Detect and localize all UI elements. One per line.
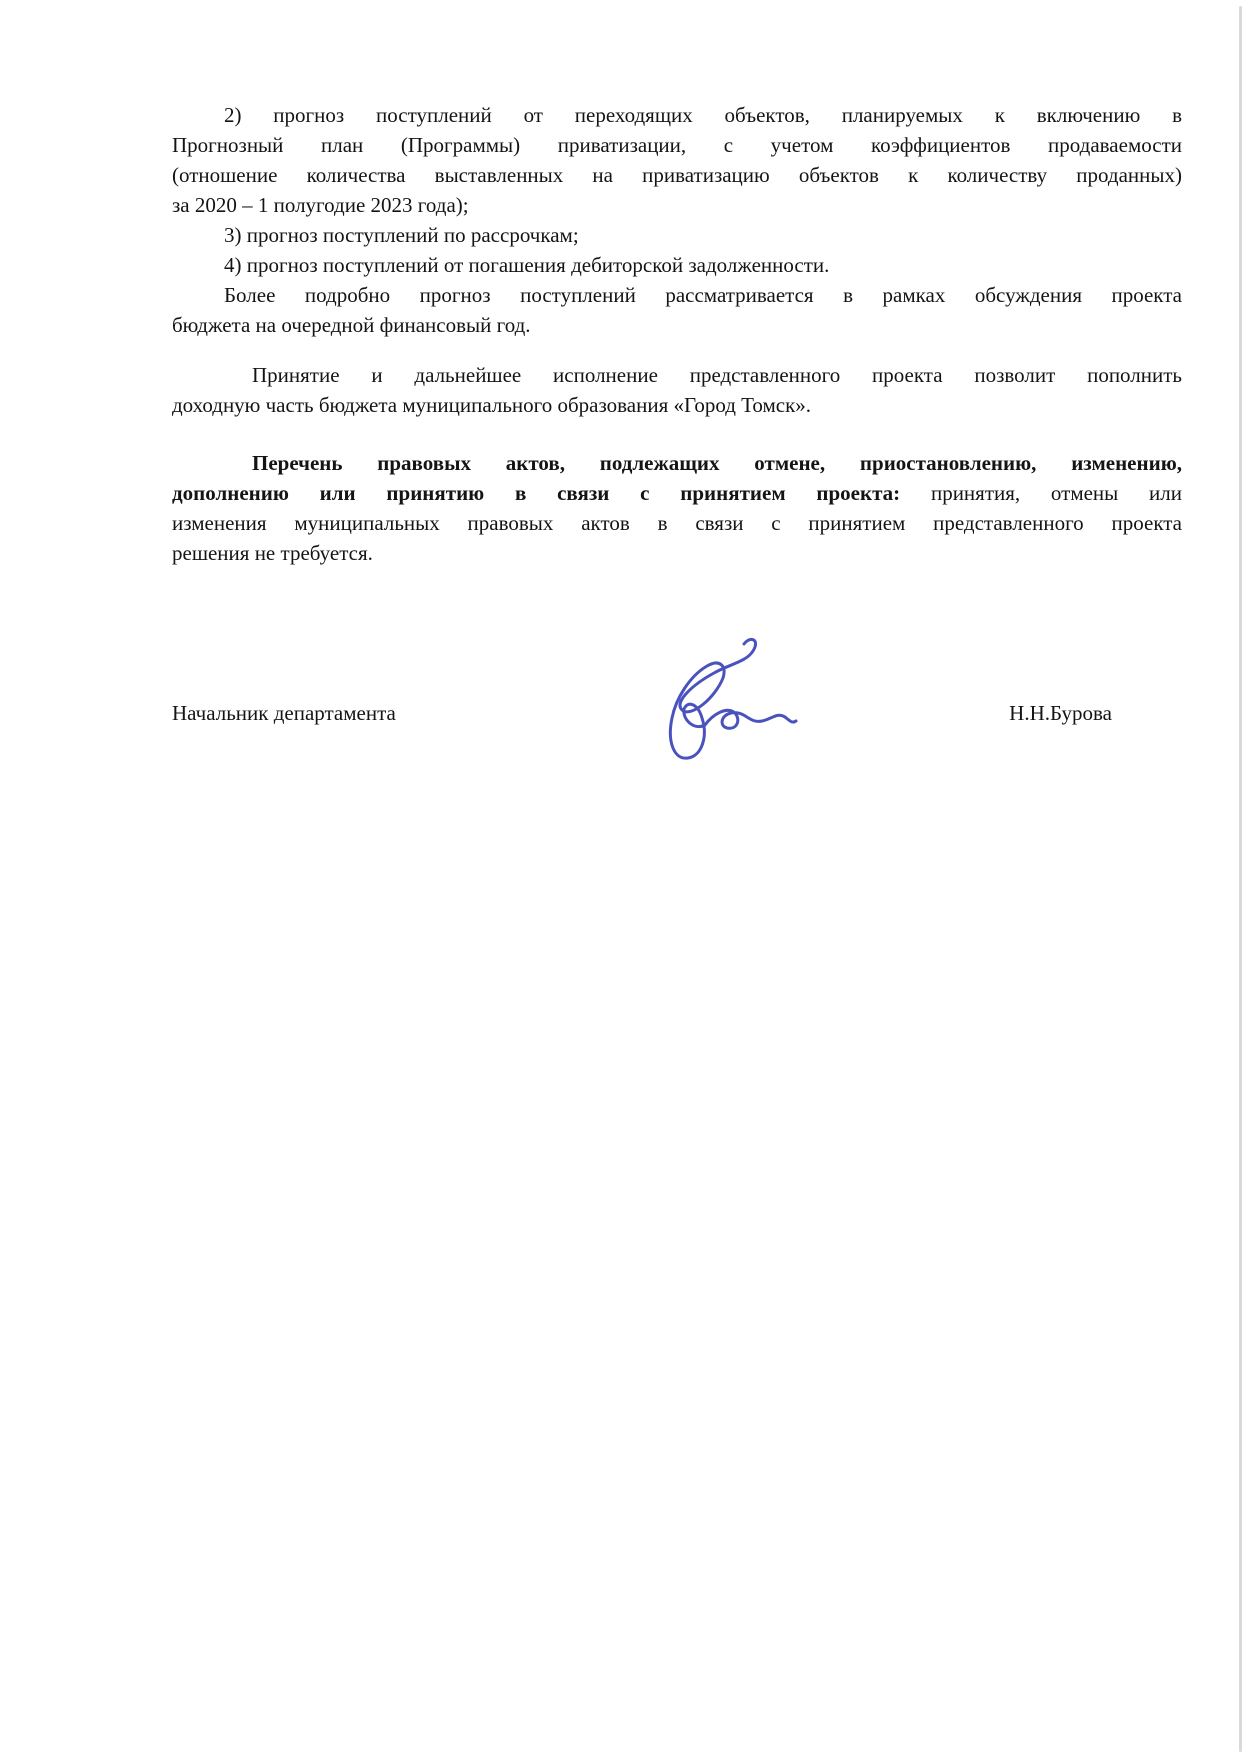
text-line: доходную часть бюджета муниципального образования «Город Томск». [172,393,812,417]
text-line: Более подробно прогноз поступлений рассматривается в рамках обсуждения проекта [224,283,1182,307]
scan-edge-artifact [1239,6,1242,1752]
signature-role-label: Начальник департамента [172,701,396,725]
signature-block [172,698,1182,728]
bold-run: дополнению или принятию в связи с принятием проекта: [172,481,901,505]
text-line: Принятие и дальнейшее исполнение представленного проекта позволит пополнить [252,363,1182,387]
signature-name: Н.Н.Бурова [1009,701,1112,725]
text-line: 4) прогноз поступлений от погашения дебиторской задолженности. [224,253,830,277]
text-line: (отношение количества выставленных на приватизацию объектов к количеству проданных) [172,163,1182,187]
text-line: за 2020 – 1 полугодие 2023 года); [172,193,469,217]
document-body-text [172,100,1182,568]
text-line: изменения муниципальных правовых актов в связи с принятием представленного проекта [172,511,1182,535]
text-line: 2) прогноз поступлений от переходящих объектов, планируемых к включению в [224,103,1182,127]
text-line [172,478,1182,508]
text-line: 3) прогноз поступлений по рассрочкам; [224,223,579,247]
regular-run: принятия, отмены или [930,481,1183,505]
text-line: бюджета на очередной финансовый год. [172,313,531,337]
text-line-bold: Перечень правовых актов, подлежащих отмене, приостановлению, изменению, [252,451,1182,475]
text-line: решения не требуется. [172,541,373,565]
text-line: Прогнозный план (Программы) приватизации, с учетом коэффициентов продаваемости [172,133,1182,157]
